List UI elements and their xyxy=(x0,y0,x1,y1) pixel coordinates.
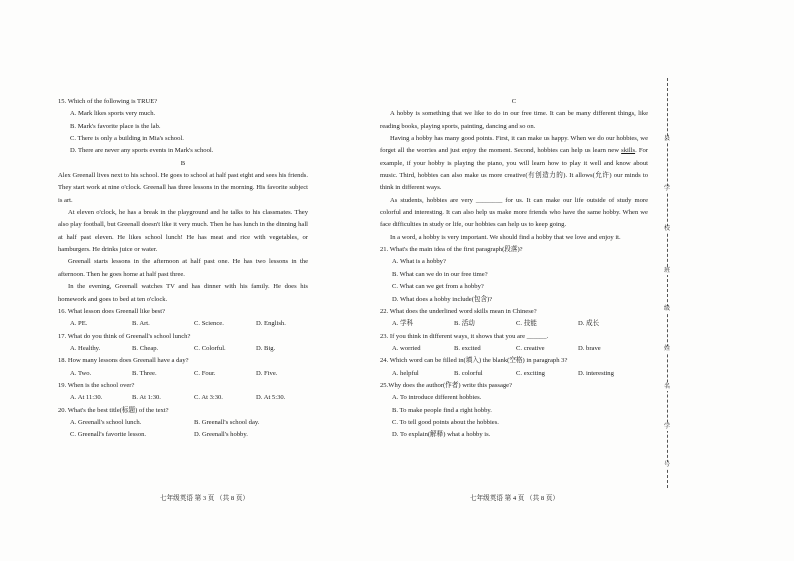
passage-c-paragraph-1: A hobby is something that we like to do in our free time. It can be many different things, like reading books, playing sports, painting, dancing and so on. xyxy=(380,110,648,130)
passage-c xyxy=(380,108,648,244)
passage-c-paragraph-2: Having a hobby has many good points. First, it can make us happy. When we do our hobbies, we forget all the worries and just enjoy the moment. Second, hobbies can help us learn new skills. For example, if your hobby is playing the piano, you will learn how to play it well and know about music. Third, hobbies can also make us more creative(有创造力的). It allows(允许) our minds to think in different ways. xyxy=(380,135,648,192)
question-16-option-c: C. Science. xyxy=(194,320,224,328)
question-17-stem: 17. What do you think of Greenall's school lunch? xyxy=(58,332,191,340)
question-22-option-a: A. 学科 xyxy=(392,320,414,328)
binding-label-class-1: 班 xyxy=(660,268,674,275)
section-c-heading: C xyxy=(511,98,517,105)
binding-label-school-2: 校 xyxy=(660,226,674,233)
question-17-option-a: A. Healthy. xyxy=(70,344,101,352)
right-page-footer: 七年级英语 第 4 页 （共 8 页） xyxy=(470,495,560,502)
question-19-stem: 19. When is the school over? xyxy=(58,381,135,389)
binding-label-school-1: 学 xyxy=(660,186,674,193)
question-23-option-c: C. creative xyxy=(516,344,545,352)
question-21-option-d: D. What does a hobby include(包含)? xyxy=(392,295,493,303)
question-15-option-a: A. Mark likes sports very much. xyxy=(70,110,156,118)
question-16-stem: 16. What lesson does Greenall like best? xyxy=(58,307,165,315)
question-22-options xyxy=(380,318,648,330)
passage-c-paragraph-4: In a word, a hobby is very important. We should find a hobby that we love and enjoy it. xyxy=(390,233,621,241)
question-19-option-c: C. At 3:30. xyxy=(194,394,223,402)
passage-b-paragraph-1: Alex Greenall lives next to his school. He goes to school at half past eight and sees his friends. They start work at nine o'clock. Greenall has three lessons in the morning. His favorite subject is art. xyxy=(58,172,308,204)
question-18-option-a: A. Two. xyxy=(70,369,92,377)
question-21-option-b: B. What can we do in our free time? xyxy=(392,270,488,278)
question-22-stem: 22. What does the underlined word skills mean in Chinese? xyxy=(380,307,537,315)
question-20-option-d: D. Greenall's hobby. xyxy=(194,431,248,439)
question-24-option-b: B. colorful xyxy=(454,369,483,377)
left-page-footer: 七年级英语 第 3 页 （共 8 页） xyxy=(160,495,250,502)
right-page-column xyxy=(380,96,648,442)
question-22-option-d: D. 成长 xyxy=(578,320,600,328)
question-15-option-c: C. There is only a building in Mia's school. xyxy=(70,135,184,143)
question-24-stem: 24. Which word can be filled in(填入) the blank(空格) in paragraph 3? xyxy=(380,357,568,365)
question-21-option-a: A. What is a hobby? xyxy=(392,258,446,266)
question-19-option-d: D. At 5:30. xyxy=(256,394,286,402)
question-19-option-b: B. At 1:30. xyxy=(132,394,161,402)
question-15-option-d: D. There are never any sports events in Mark's school. xyxy=(70,147,214,155)
question-25-option-a: A. To introduce different hobbies. xyxy=(392,394,482,402)
question-21-option-c: C. What can we get from a hobby? xyxy=(392,283,484,291)
question-21-stem: 21. What's the main idea of the first paragraph(段落)? xyxy=(380,246,523,254)
question-17-option-d: D. Big. xyxy=(256,344,276,352)
question-25-option-d: D. To explain(解释) what a hobby is. xyxy=(392,431,491,439)
question-20-options-row-2 xyxy=(58,429,308,441)
question-16-option-a: A. PE. xyxy=(70,320,88,328)
question-20-stem: 20. What's the best title(标题) of the text? xyxy=(58,406,169,414)
question-15-stem: 15. Which of the following is TRUE? xyxy=(58,98,158,105)
question-25-option-c: C. To tell good points about the hobbies. xyxy=(392,418,499,426)
question-23-option-d: D. brave xyxy=(578,344,601,352)
binding-label-number-1: 学 xyxy=(660,424,674,431)
question-20-options-row-1 xyxy=(58,417,308,429)
question-23-option-a: A. worried xyxy=(392,344,421,352)
binding-label-county: 县 xyxy=(660,136,674,143)
question-24-option-c: C. exciting xyxy=(516,369,545,377)
binding-label-name-1: 姓 xyxy=(660,346,674,353)
question-17-option-c: C. Colorful. xyxy=(194,344,226,352)
question-25-stem: 25.Why does the author(作者) write this passage? xyxy=(380,381,513,389)
question-15-option-b: B. Mark's favorite place is the lab. xyxy=(70,122,161,130)
question-20-option-a: A. Greenall's school lunch. xyxy=(70,418,142,426)
binding-label-number-2: 号 xyxy=(660,462,674,469)
underlined-word-skills: skills xyxy=(621,147,636,155)
question-17-options xyxy=(58,343,308,355)
question-22-option-b: B. 活动 xyxy=(454,320,475,328)
question-17-option-b: B. Cheap. xyxy=(132,344,159,352)
question-19-option-a: A. At 11:30. xyxy=(70,394,103,402)
binding-label-name-2: 名 xyxy=(660,384,674,391)
question-23-stem: 23. If you think in different ways, it shows that you are ______. xyxy=(380,332,549,340)
passage-b xyxy=(58,170,308,306)
section-b-heading: B xyxy=(180,159,186,167)
question-22-option-c: C. 技能 xyxy=(516,320,537,328)
question-24-option-d: D. interesting xyxy=(578,369,614,377)
passage-b-paragraph-2: At eleven o'clock, he has a break in the playground and he talks to his classmates. They also play football, but Greenall doesn't like it very much. Then he has lunch in the dinning hall at half past eleven. He likes school lunch! He has meat and rice with vegetables, or hamburgers. He drinks juice or water. xyxy=(58,209,308,254)
question-18-option-d: D. Five. xyxy=(256,369,278,377)
question-24-option-a: A. helpful xyxy=(392,369,419,377)
question-23-options xyxy=(380,343,648,355)
passage-c-paragraph-3: As students, hobbies are very ________ for us. It can make our life outside of study more colorful and interesting. It can also help us make more friends who have the same hobby. When we face difficulties in study or life, our hobbies can help us to keep going. xyxy=(380,196,648,229)
question-19-options xyxy=(58,392,308,404)
question-18-stem: 18. How many lessons does Greenall have a day? xyxy=(58,357,189,365)
question-24-options xyxy=(380,368,648,380)
question-23-option-b: B. excited xyxy=(454,344,481,352)
left-page-column xyxy=(58,96,308,442)
question-16-options xyxy=(58,318,308,330)
passage-b-paragraph-4: In the evening, Greenall watches TV and has dinner with his family. He does his homework and goes to bed at ten o'clock. xyxy=(58,283,308,303)
binding-margin xyxy=(652,78,684,488)
question-16-option-b: B. Art. xyxy=(132,320,150,328)
question-18-option-b: B. Three. xyxy=(132,369,157,377)
passage-b-paragraph-3: Greenall starts lessons in the afternoon at half past one. He has two lessons in the afternoon. Then he goes home at half past three. xyxy=(58,258,308,278)
question-20-option-b: B. Greenall's school day. xyxy=(194,418,260,426)
question-25-option-b: B. To make people find a right hobby. xyxy=(392,406,492,414)
question-16-option-d: D. English. xyxy=(256,320,286,328)
question-18-options xyxy=(58,368,308,380)
binding-label-class-2: 级 xyxy=(660,306,674,313)
question-18-option-c: C. Four. xyxy=(194,369,216,377)
question-20-option-c: C. Greenall's favorite lesson. xyxy=(70,431,147,439)
